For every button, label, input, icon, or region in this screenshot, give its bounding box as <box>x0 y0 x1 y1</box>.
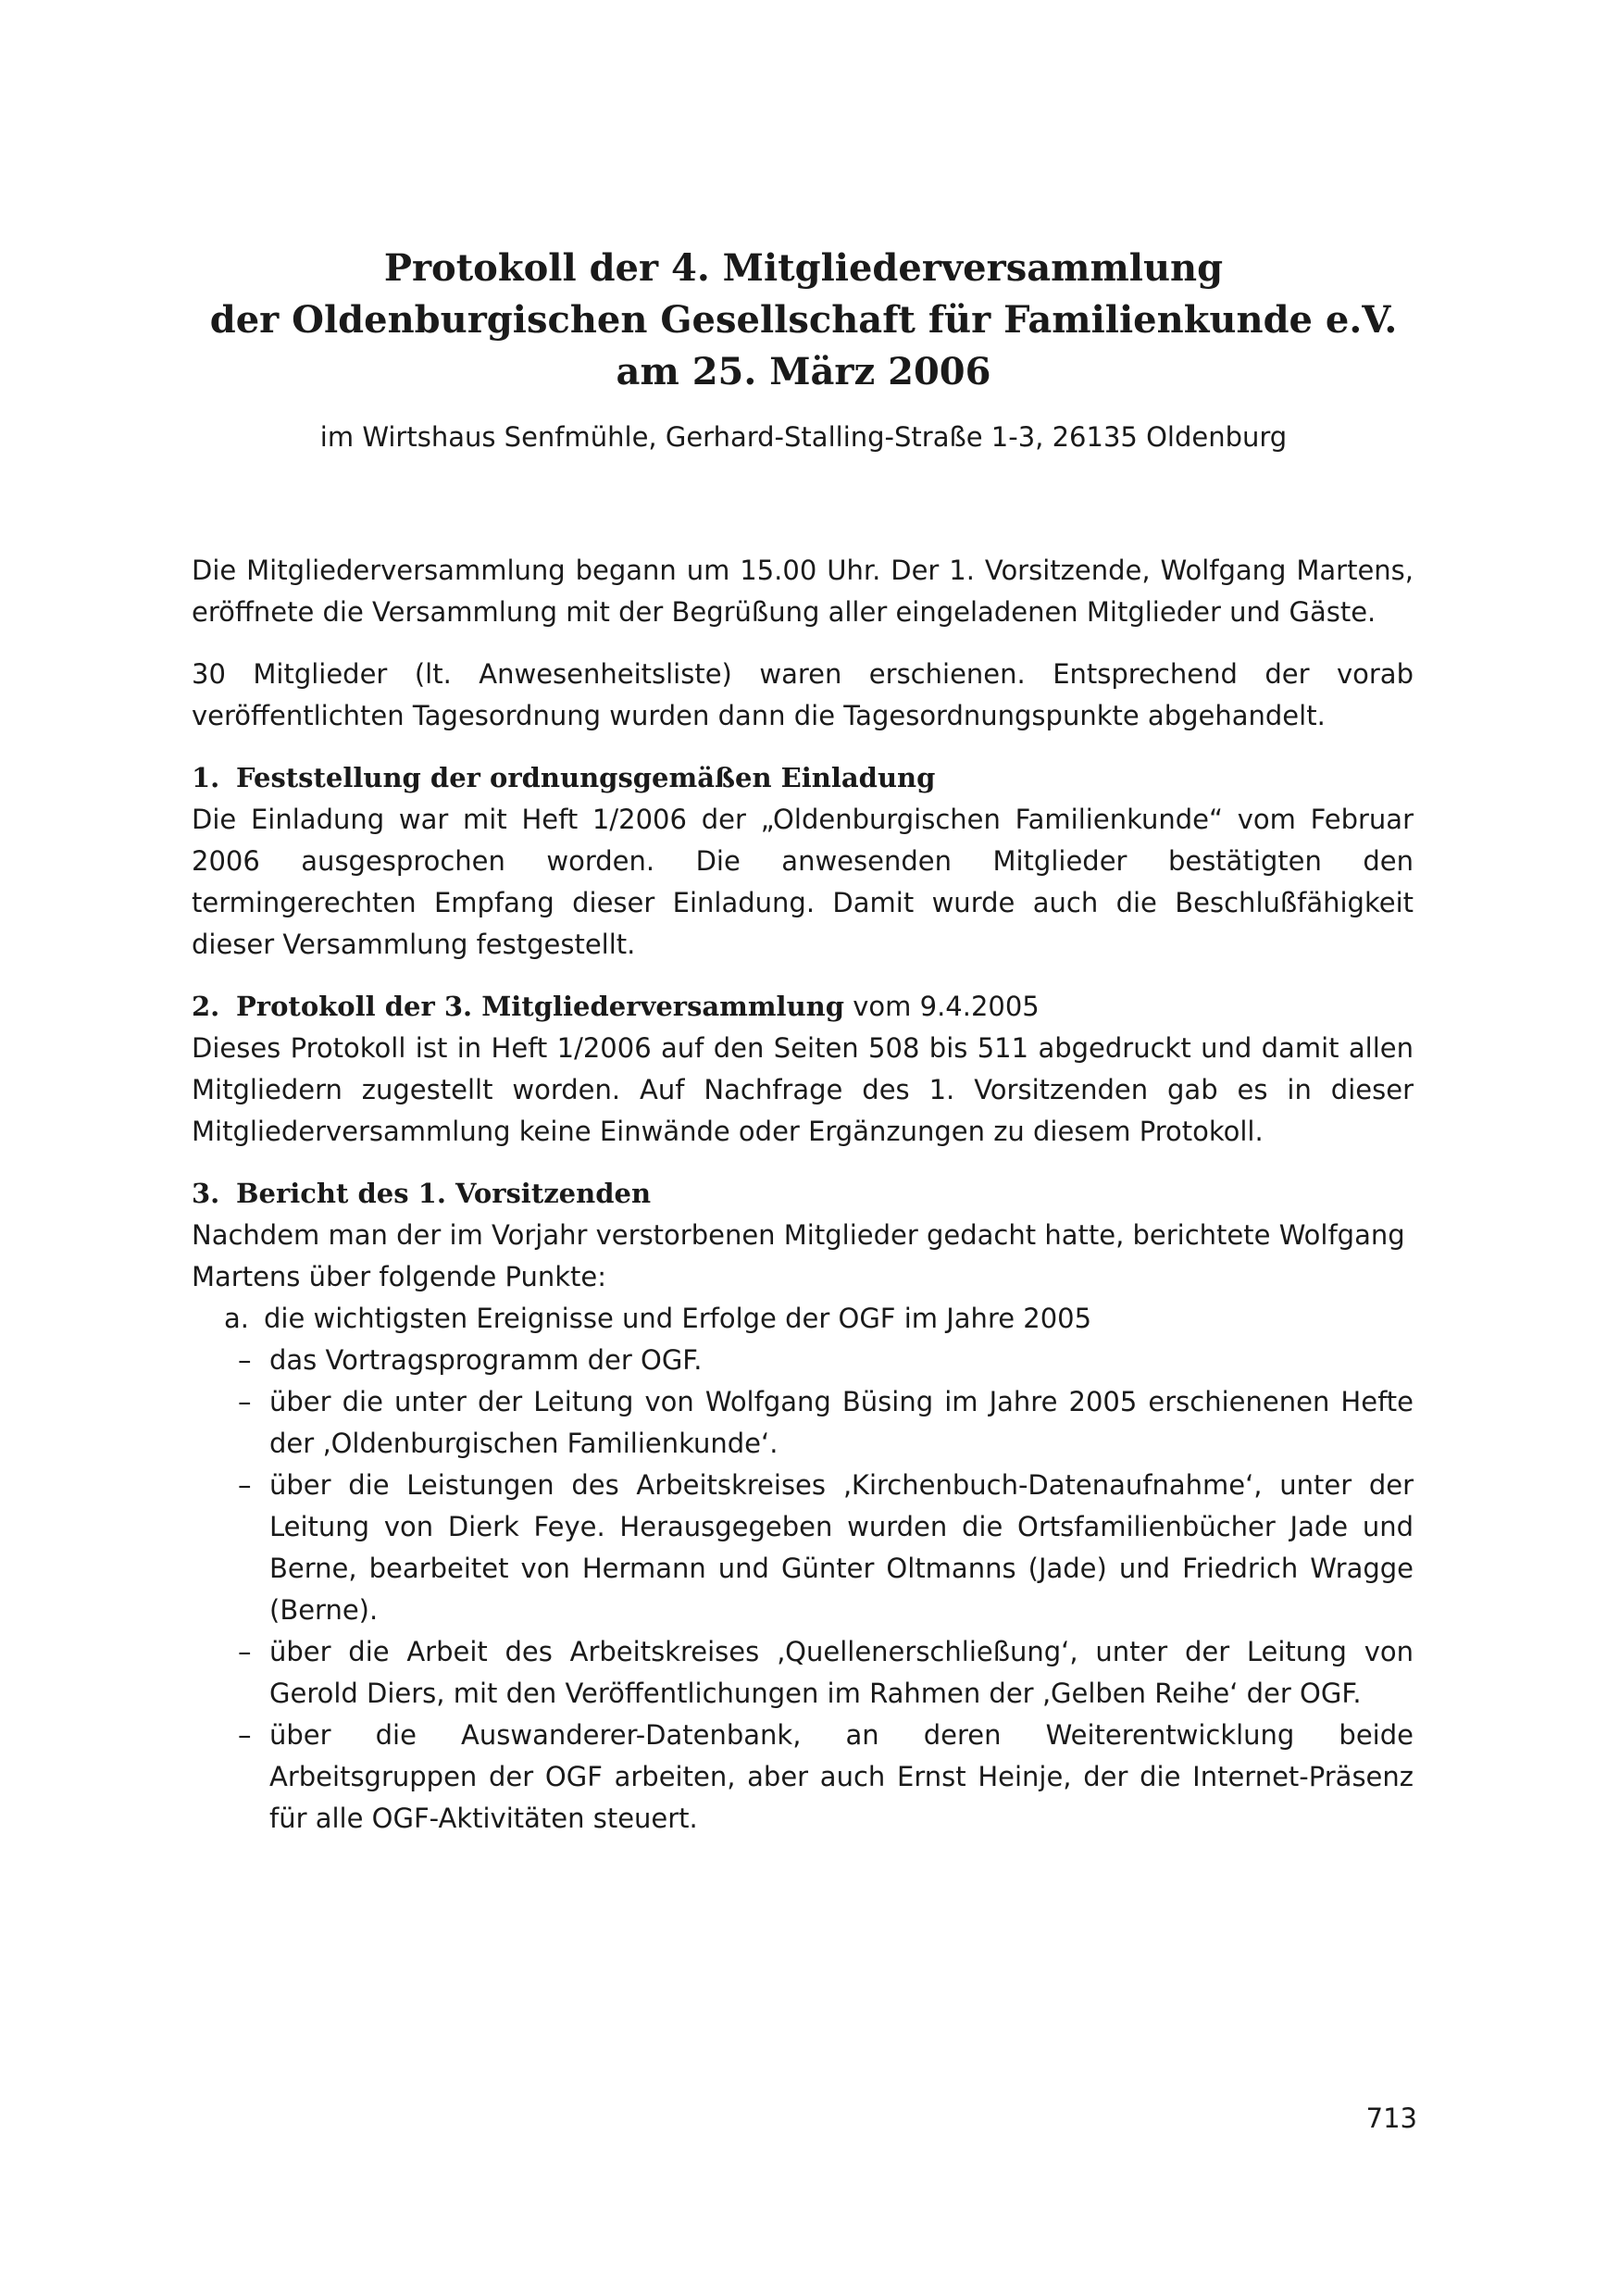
section-heading <box>192 986 1414 1028</box>
page-number: 713 <box>1365 2103 1417 2134</box>
list-item-text: die wichtigsten Ereignisse und Erfolge der OGF im Jahre 2005 <box>264 1303 1092 1334</box>
list-item-text: über die Auswanderer-Datenbank, an deren Weiterentwicklung beide Arbeitsgruppen der OGF arbeiten, aber auch Ernst Heinje, der die Internet-Präsenz für alle OGF-Aktivitäten steuert. <box>269 1719 1414 1834</box>
section-heading <box>192 1173 1414 1215</box>
section-text: Dieses Protokoll ist in Heft 1/2006 auf den Seiten 508 bis 511 abgedruckt und damit allen Mitgliedern zugestellt worden. Auf Nachfrage des 1. Vorsitzenden gab es in dieser Mitgliederversammlung keine Einwände oder Ergänzungen zu diesem Protokoll. <box>192 1032 1414 1147</box>
section-1 <box>192 757 1414 966</box>
list-item <box>238 1715 1414 1840</box>
section-number: 1. <box>192 762 220 793</box>
dash-bullet: – <box>238 1469 252 1501</box>
location-line: im Wirtshaus Senfmühle, Gerhard-Stalling-Straße 1-3, 26135 Oldenburg <box>319 421 1288 453</box>
section-title: Protokoll der 3. Mitgliederversammlung <box>236 991 845 1022</box>
title-block <box>0 243 1607 455</box>
list-item-text: über die Leistungen des Arbeitskreises ‚Kirchenbuch-Datenaufnahme‘, unter der Leitung von Dierk Feye. Herausgegeben wurden die Ortsfamilienbücher Jade und Berne, bearbeitet von Hermann und Günter Oltmanns (Jade) und Friedrich Wragge (Berne). <box>269 1469 1414 1626</box>
list-item <box>238 1465 1414 1631</box>
list-item-text: über die unter der Leitung von Wolfgang Büsing im Jahre 2005 erschienenen Hefte der ‚Oldenburgischen Familienkunde‘. <box>269 1386 1414 1459</box>
document-body <box>192 550 1414 1860</box>
intro-paragraph-2: 30 Mitglieder (lt. Anwesenheitsliste) waren erschienen. Entsprechend der vorab veröffentlichten Tagesordnung wurden dann die Tagesordnungspunkte abgehandelt. <box>192 658 1414 731</box>
section-title-suffix: vom 9.4.2005 <box>844 991 1040 1022</box>
list-item-text: das Vortragsprogramm der OGF. <box>269 1344 703 1376</box>
list-item-a <box>192 1298 1414 1340</box>
section-heading <box>192 757 1414 799</box>
title-line-2: der Oldenburgischen Gesellschaft für Familienkunde e.V. <box>209 298 1398 342</box>
section-text: Nachdem man der im Vorjahr verstorbenen Mitglieder gedacht hatte, berichtete Wolfgang Martens über folgende Punkte: <box>192 1219 1405 1292</box>
title-line-3: am 25. März 2006 <box>616 350 991 393</box>
section-title: Bericht des 1. Vorsitzenden <box>236 1178 652 1209</box>
list-item <box>238 1631 1414 1715</box>
title-line-1: Protokoll der 4. Mitgliederversammlung <box>383 246 1224 290</box>
dash-bullet: – <box>238 1636 252 1667</box>
section-number: 2. <box>192 991 220 1022</box>
dash-list <box>192 1340 1414 1840</box>
list-item-text: über die Arbeit des Arbeitskreises ‚Quellenerschließung‘, unter der Leitung von Gerold Diers, mit den Veröffentlichungen im Rahmen der ‚Gelben Reihe‘ der OGF. <box>269 1636 1414 1709</box>
section-title: Feststellung der ordnungsgemäßen Einladung <box>236 762 936 793</box>
dash-bullet: – <box>238 1386 252 1417</box>
section-3 <box>192 1173 1414 1840</box>
list-item <box>238 1381 1414 1465</box>
intro-paragraph-1: Die Mitgliederversammlung begann um 15.00 Uhr. Der 1. Vorsitzende, Wolfgang Martens, eröffnete die Versammlung mit der Begrüßung aller eingeladenen Mitglieder und Gäste. <box>192 555 1414 628</box>
dash-bullet: – <box>238 1719 252 1751</box>
dash-bullet: – <box>238 1344 252 1376</box>
list-letter: a. <box>224 1303 249 1334</box>
section-2 <box>192 986 1414 1153</box>
section-number: 3. <box>192 1178 220 1209</box>
section-text: Die Einladung war mit Heft 1/2006 der „Oldenburgischen Familienkunde“ vom Februar 2006 ausgesprochen worden. Die anwesenden Mitglieder bestätigten den termingerechten Empfang dieser Einladung. Damit wurde auch die Beschlußfähigkeit dieser Versammlung festgestellt. <box>192 804 1414 960</box>
list-item <box>238 1340 1414 1381</box>
